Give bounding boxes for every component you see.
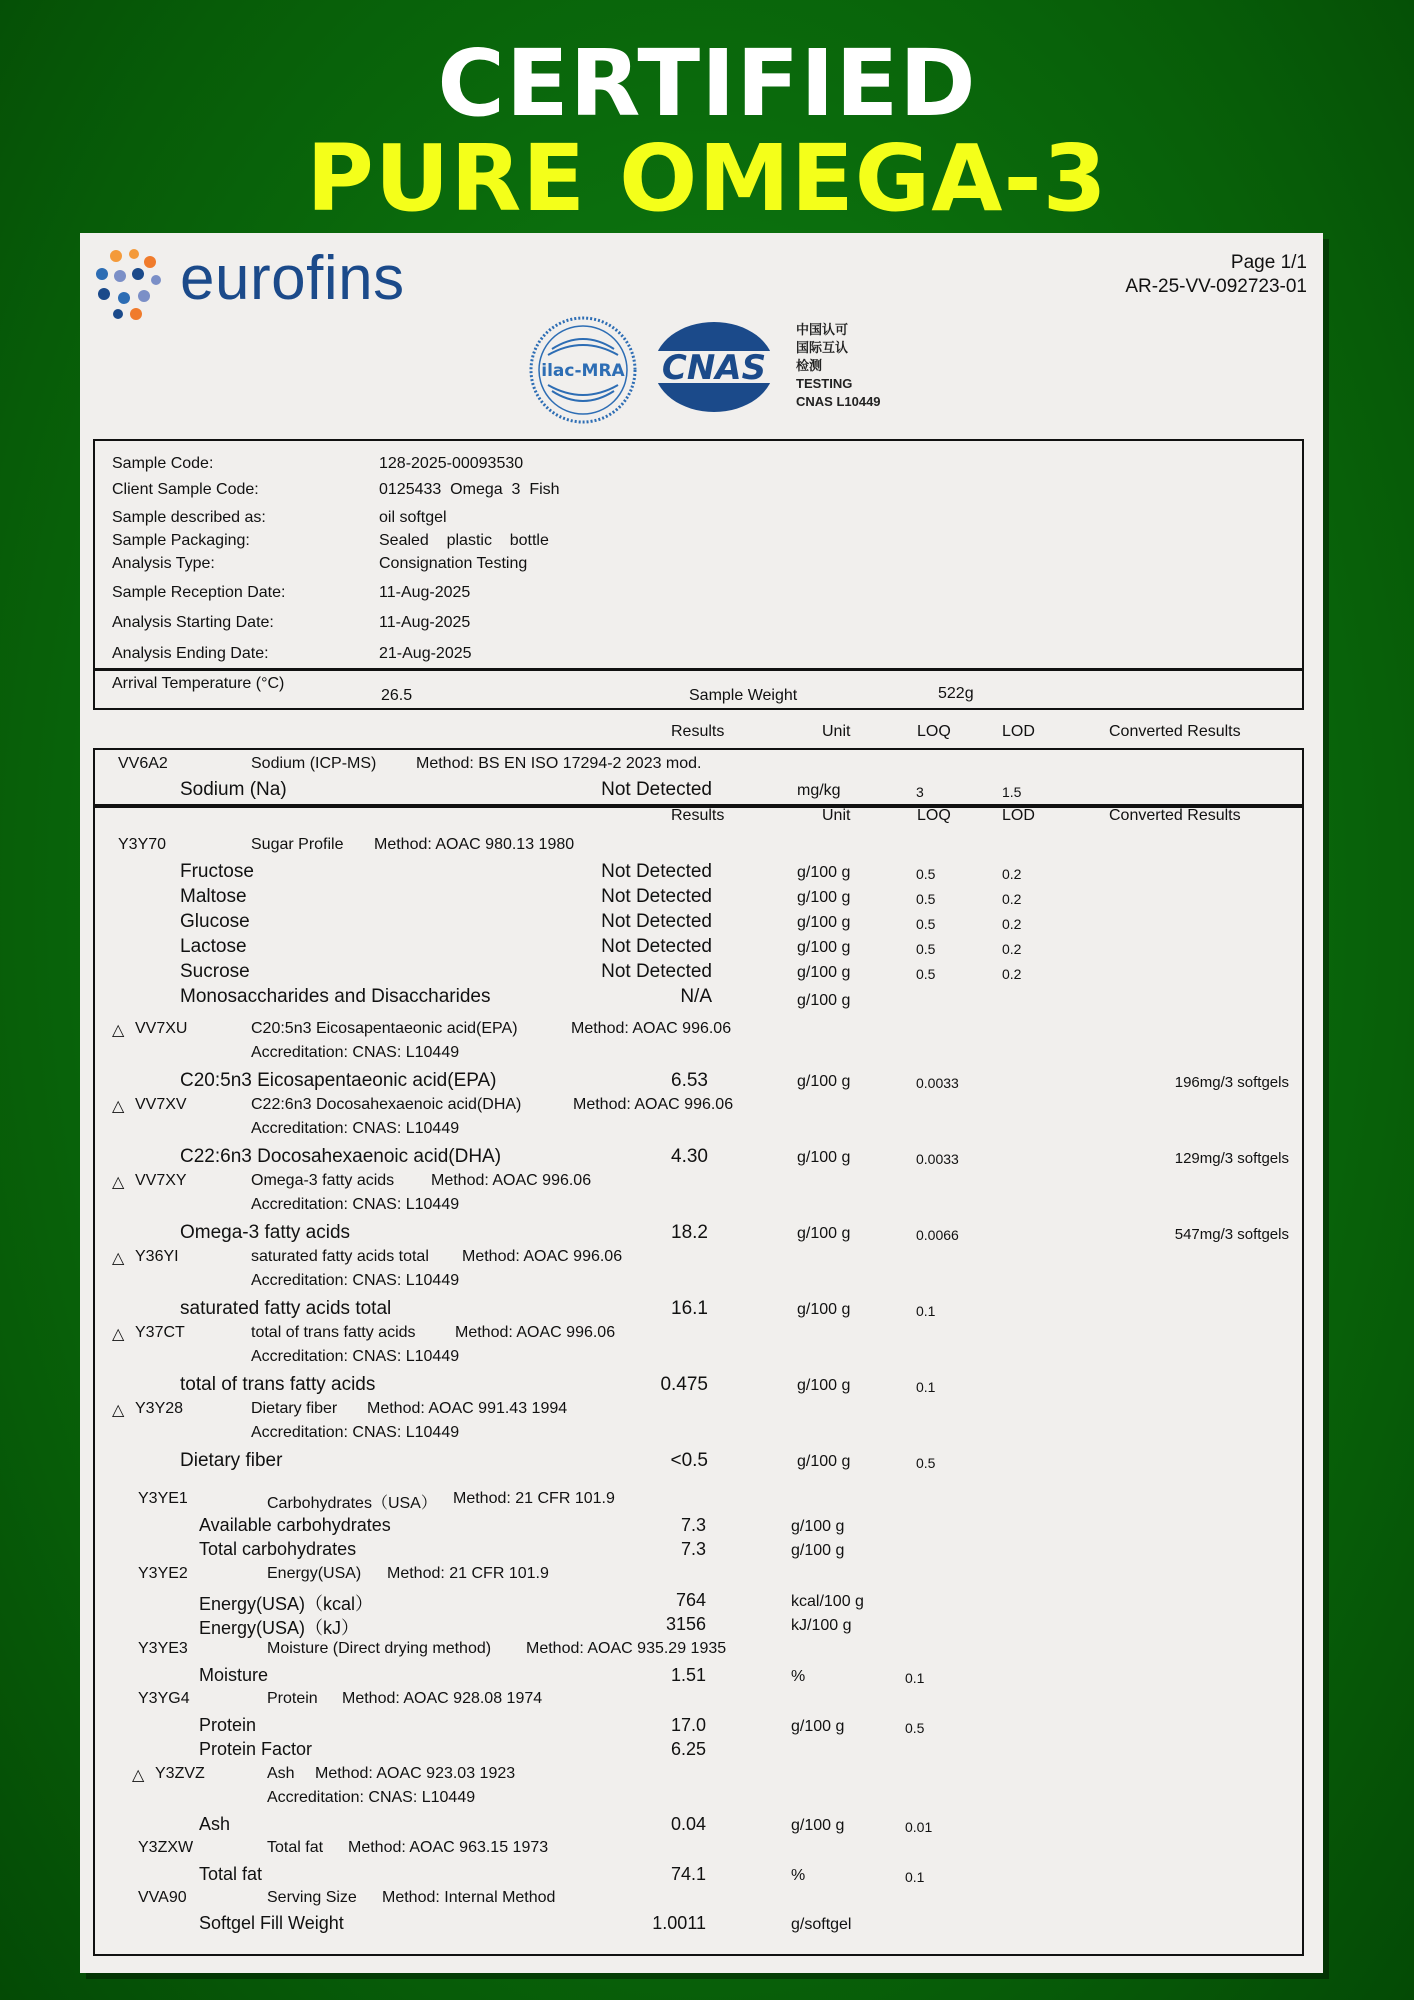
test-header xyxy=(80,755,1323,777)
result-row xyxy=(80,1665,1323,1687)
cell-text: g/softgel xyxy=(791,1916,852,1933)
cell-text: 0125433 Omega 3 Fish xyxy=(379,481,560,498)
test-header xyxy=(80,1096,1323,1118)
cell-text: Omega-3 fatty acids xyxy=(180,1222,351,1243)
cell-text: g/100 g xyxy=(797,1377,851,1394)
result-row xyxy=(80,961,1323,983)
cell-text: <0.5 xyxy=(670,1450,708,1471)
cell-text: 0.5 xyxy=(916,916,936,932)
cell-text: 0.475 xyxy=(660,1374,708,1395)
cell-text: saturated fatty acids total xyxy=(251,1248,429,1265)
cell-text: Y3ZVZ xyxy=(155,1765,205,1782)
result-row xyxy=(80,1515,1323,1537)
test-header xyxy=(80,836,1323,858)
cell-text: VV7XY xyxy=(135,1172,187,1189)
cell-text: Energy(USA)（kcal） xyxy=(199,1594,374,1614)
cell-text: VV7XV xyxy=(135,1096,187,1113)
cell-text: Sample Reception Date: xyxy=(112,584,286,601)
cell-text: Results xyxy=(671,723,725,740)
cell-text: Total fat xyxy=(199,1864,263,1884)
cell-text: Y3YE2 xyxy=(138,1565,188,1582)
result-row xyxy=(80,1298,1323,1320)
result-row xyxy=(80,1864,1323,1886)
info-row xyxy=(80,481,1323,503)
cell-text: 196mg/3 softgels xyxy=(1174,1074,1289,1091)
cell-text: Available carbohydrates xyxy=(199,1515,391,1535)
cnas-logo-icon xyxy=(651,319,777,415)
cell-text: Not Detected xyxy=(601,861,712,882)
cell-text: 26.5 xyxy=(381,687,413,704)
test-header xyxy=(80,1400,1323,1422)
cell-text: g/100 g xyxy=(797,1149,851,1166)
cell-text: 129mg/3 softgels xyxy=(1174,1150,1289,1167)
result-row xyxy=(80,861,1323,883)
cell-text: Protein xyxy=(267,1690,318,1707)
cell-text: g/100 g xyxy=(797,992,851,1009)
cell-text: Sucrose xyxy=(180,961,250,982)
cell-text: 11-Aug-2025 xyxy=(379,614,471,631)
cell-text: Analysis Type: xyxy=(112,555,215,572)
cell-text: Softgel Fill Weight xyxy=(199,1913,344,1933)
page-number: Page 1/1 xyxy=(1230,252,1307,273)
cell-text: Lactose xyxy=(180,936,247,957)
cnas-line: 中国认可 xyxy=(796,322,849,337)
cell-text: Sample Packaging: xyxy=(112,532,250,549)
cell-text: Method: 21 CFR 101.9 xyxy=(387,1565,549,1582)
cell-text: oil softgel xyxy=(379,509,447,526)
result-row xyxy=(80,886,1323,908)
test-header xyxy=(80,1765,1323,1787)
test-header xyxy=(80,1324,1323,1346)
column-headers xyxy=(80,723,1323,745)
cell-text: Client Sample Code: xyxy=(112,481,259,498)
cell-text: Sugar Profile xyxy=(251,836,344,853)
cell-text: 1.0011 xyxy=(652,1913,706,1933)
triangle-icon: △ xyxy=(112,1098,125,1115)
cnas-line: TESTING xyxy=(796,376,853,391)
cell-text: Method: AOAC 996.06 xyxy=(431,1172,592,1189)
cell-text: Sample Code: xyxy=(112,455,214,472)
result-row xyxy=(80,779,1323,801)
cell-text: g/100 g xyxy=(797,1453,851,1470)
test-header xyxy=(80,1020,1323,1042)
cell-text: Y36YI xyxy=(135,1248,179,1265)
cell-text: Unit xyxy=(822,807,851,824)
cell-text: 0.0066 xyxy=(916,1227,959,1243)
cell-text: Method: AOAC 980.13 1980 xyxy=(374,836,575,853)
report-number: AR-25-VV-092723-01 xyxy=(1125,276,1307,297)
cnas-accreditation-text xyxy=(796,321,881,411)
ilac-text: ilac-MRA xyxy=(541,361,625,381)
cell-text: Sample Weight xyxy=(689,687,798,704)
cell-text: Method: AOAC 935.29 1935 xyxy=(526,1640,727,1657)
cell-text: 1.51 xyxy=(670,1665,706,1685)
arrival-row xyxy=(80,675,1323,704)
test-header xyxy=(80,1640,1323,1662)
cell-text: Dietary fiber xyxy=(180,1450,283,1471)
cell-text: 0.1 xyxy=(916,1379,936,1395)
cell-text: 6.25 xyxy=(670,1739,706,1759)
cell-text: g/100 g xyxy=(797,1073,851,1090)
cell-text: Fructose xyxy=(180,861,254,882)
result-row xyxy=(80,1590,1323,1612)
cell-text: 0.04 xyxy=(670,1814,706,1834)
cell-text: % xyxy=(791,1668,806,1685)
info-row xyxy=(80,645,1323,667)
cell-text: 0.1 xyxy=(916,1303,936,1319)
cell-text: 0.5 xyxy=(916,966,936,982)
cell-text: Y3YG4 xyxy=(138,1690,190,1707)
cell-text: Method: AOAC 996.06 xyxy=(571,1020,732,1037)
cell-text: N/A xyxy=(680,986,712,1007)
accreditation-line xyxy=(80,1272,1323,1294)
cell-text: Arrival Temperature (°C) xyxy=(112,675,285,692)
cell-text: Converted Results xyxy=(1109,807,1241,824)
cell-text: LOD xyxy=(1002,807,1035,824)
cell-text: Analysis Ending Date: xyxy=(112,645,269,662)
cell-text: Method: Internal Method xyxy=(382,1889,556,1906)
cell-text: LOQ xyxy=(917,723,951,740)
test-header xyxy=(80,1172,1323,1194)
cell-text: Method: AOAC 996.06 xyxy=(455,1324,616,1341)
cell-text: 0.1 xyxy=(905,1670,925,1686)
cell-text: g/100 g xyxy=(791,1817,845,1834)
cell-text: 18.2 xyxy=(671,1222,708,1243)
cell-text: Accreditation: CNAS: L10449 xyxy=(251,1272,460,1289)
cell-text: Ash xyxy=(199,1814,231,1834)
info-row xyxy=(80,509,1323,531)
cell-text: Method: 21 CFR 101.9 xyxy=(453,1490,615,1507)
cell-text: 0.2 xyxy=(1002,966,1022,982)
result-row xyxy=(80,1450,1323,1472)
info-row xyxy=(80,532,1323,554)
cell-text: g/100 g xyxy=(797,889,851,906)
cell-text: Not Detected xyxy=(601,936,712,957)
cell-text: 7.3 xyxy=(680,1539,706,1559)
cnas-line: CNAS L10449 xyxy=(796,394,881,409)
cell-text: Accreditation: CNAS: L10449 xyxy=(267,1789,476,1806)
result-row xyxy=(80,1070,1323,1092)
cell-text: 0.2 xyxy=(1002,916,1022,932)
cell-text: Y3ZXW xyxy=(138,1839,194,1856)
cell-text: 0.2 xyxy=(1002,866,1022,882)
cell-text: Y3Y28 xyxy=(135,1400,184,1417)
cell-text: Method: BS EN ISO 17294-2 2023 mod. xyxy=(416,755,702,772)
triangle-icon: △ xyxy=(132,1767,145,1784)
cell-text: Method: AOAC 996.06 xyxy=(462,1248,623,1265)
result-row xyxy=(80,1913,1323,1935)
cell-text: Not Detected xyxy=(601,911,712,932)
cell-text: Sodium (Na) xyxy=(180,779,287,800)
cell-text: g/100 g xyxy=(791,1718,845,1735)
lab-report xyxy=(80,233,1323,1973)
cell-text: 74.1 xyxy=(670,1864,706,1884)
cell-text: 128-2025-00093530 xyxy=(379,455,524,472)
cell-text: Results xyxy=(671,807,725,824)
cell-text: Moisture (Direct drying method) xyxy=(267,1640,492,1657)
triangle-icon: △ xyxy=(112,1250,125,1267)
cell-text: 547mg/3 softgels xyxy=(1174,1226,1289,1243)
result-row xyxy=(80,1614,1323,1636)
cell-text: Unit xyxy=(822,723,851,740)
cell-text: Accreditation: CNAS: L10449 xyxy=(251,1348,460,1365)
test-header xyxy=(80,1565,1323,1587)
accreditation-line xyxy=(80,1120,1323,1142)
cell-text: C22:6n3 Docosahexaenoic acid(DHA) xyxy=(251,1096,522,1113)
cell-text: mg/kg xyxy=(797,782,841,799)
cell-text: Method: AOAC 928.08 1974 xyxy=(342,1690,543,1707)
cell-text: Y3YE1 xyxy=(138,1490,188,1507)
result-row xyxy=(80,986,1323,1008)
cell-text: Serving Size xyxy=(267,1889,357,1906)
cell-text: g/100 g xyxy=(797,939,851,956)
eurofins-logo-icon xyxy=(94,248,166,320)
info-row xyxy=(80,455,1323,477)
banner-subtitle: PURE OMEGA-3 xyxy=(306,125,1108,232)
test-header xyxy=(80,1889,1323,1911)
cell-text: Glucose xyxy=(180,911,250,932)
result-row xyxy=(80,1739,1323,1761)
cell-text: 3156 xyxy=(665,1614,706,1634)
cell-text: Y3YE3 xyxy=(138,1640,188,1657)
cell-text: C20:5n3 Eicosapentaeonic acid(EPA) xyxy=(180,1070,497,1091)
cell-text: saturated fatty acids total xyxy=(180,1298,392,1319)
cell-text: Sample described as: xyxy=(112,509,266,526)
cell-text: 1.5 xyxy=(1002,784,1022,800)
cnas-line: 检测 xyxy=(796,358,823,373)
cell-text: 0.5 xyxy=(916,1455,936,1471)
result-row xyxy=(80,1146,1323,1168)
result-row xyxy=(80,1539,1323,1561)
banner-title: CERTIFIED xyxy=(437,30,977,137)
result-row xyxy=(80,1715,1323,1737)
cell-text: g/100 g xyxy=(791,1542,845,1559)
test-header xyxy=(80,1248,1323,1270)
cell-text: Method: AOAC 923.03 1923 xyxy=(315,1765,516,1782)
cell-text: Accreditation: CNAS: L10449 xyxy=(251,1424,460,1441)
cell-text: 16.1 xyxy=(671,1298,708,1319)
accreditation-line xyxy=(80,1044,1323,1066)
result-row xyxy=(80,936,1323,958)
cell-text: Not Detected xyxy=(601,886,712,907)
cell-text: Maltose xyxy=(180,886,247,907)
cell-text: C20:5n3 Eicosapentaeonic acid(EPA) xyxy=(251,1020,518,1037)
cell-text: Sealed plastic bottle xyxy=(379,532,549,549)
eurofins-wordmark: eurofins xyxy=(180,244,405,313)
cell-text: Protein Factor xyxy=(199,1739,313,1759)
result-row xyxy=(80,911,1323,933)
cell-text: Energy(USA) xyxy=(267,1565,362,1582)
cell-text: Monosaccharides and Disaccharides xyxy=(180,986,491,1007)
cell-text: Omega-3 fatty acids xyxy=(251,1172,395,1189)
cell-text: Analysis Starting Date: xyxy=(112,614,274,631)
cell-text: Moisture xyxy=(199,1665,269,1685)
cell-text: 11-Aug-2025 xyxy=(379,584,471,601)
cell-text: Carbohydrates（USA） xyxy=(267,1495,437,1512)
triangle-icon: △ xyxy=(112,1326,125,1343)
cell-text: Not Detected xyxy=(601,961,712,982)
cell-text: 6.53 xyxy=(671,1070,708,1091)
cell-text: Protein xyxy=(199,1715,257,1735)
accreditation-line xyxy=(80,1196,1323,1218)
column-headers xyxy=(80,807,1323,829)
cell-text: Method: AOAC 996.06 xyxy=(573,1096,734,1113)
test-header xyxy=(80,1490,1323,1512)
cell-text: Accreditation: CNAS: L10449 xyxy=(251,1044,460,1061)
cell-text: 17.0 xyxy=(670,1715,706,1735)
cell-text: % xyxy=(791,1867,806,1884)
accreditation-line xyxy=(80,1424,1323,1446)
cell-text: LOQ xyxy=(917,807,951,824)
cell-text: total of trans fatty acids xyxy=(251,1324,416,1341)
cell-text: 7.3 xyxy=(680,1515,706,1535)
cell-text: Method: AOAC 963.15 1973 xyxy=(348,1839,549,1856)
cnas-line: 国际互认 xyxy=(796,340,849,355)
cell-text: g/100 g xyxy=(797,914,851,931)
test-header xyxy=(80,1690,1323,1712)
cell-text: 764 xyxy=(675,1590,706,1610)
cell-text: Total fat xyxy=(267,1839,324,1856)
result-row xyxy=(80,1814,1323,1836)
page-info xyxy=(1125,251,1307,299)
info-row xyxy=(80,584,1323,606)
cell-text: 21-Aug-2025 xyxy=(379,645,472,662)
cell-text: 0.2 xyxy=(1002,941,1022,957)
cell-text: g/100 g xyxy=(791,1518,845,1535)
triangle-icon: △ xyxy=(112,1174,125,1191)
triangle-icon: △ xyxy=(112,1402,125,1419)
cell-text: 0.01 xyxy=(905,1819,933,1835)
cell-text: 0.0033 xyxy=(916,1075,959,1091)
cell-text: 522g xyxy=(938,685,974,702)
cnas-text: CNAS xyxy=(661,348,767,388)
cell-text: 0.2 xyxy=(1002,891,1022,907)
cell-text: kcal/100 g xyxy=(791,1593,864,1610)
cell-text: Method: AOAC 991.43 1994 xyxy=(367,1400,568,1417)
ilac-mra-seal-icon xyxy=(528,315,638,425)
cell-text: Consignation Testing xyxy=(379,555,528,572)
cell-text: total of trans fatty acids xyxy=(180,1374,376,1395)
cell-text: Ash xyxy=(267,1765,295,1782)
accreditation-line xyxy=(80,1348,1323,1370)
cell-text: 0.5 xyxy=(916,941,936,957)
triangle-icon: △ xyxy=(112,1022,125,1039)
cell-text: 0.5 xyxy=(905,1720,925,1736)
cell-text: 0.0033 xyxy=(916,1151,959,1167)
cell-text: g/100 g xyxy=(797,1301,851,1318)
cell-text: Sodium (ICP-MS) xyxy=(251,755,377,772)
cell-text: Accreditation: CNAS: L10449 xyxy=(251,1196,460,1213)
info-row xyxy=(80,614,1323,636)
cell-text: Not Detected xyxy=(601,779,712,800)
info-row xyxy=(80,555,1323,577)
result-row xyxy=(80,1222,1323,1244)
cell-text: Y37CT xyxy=(135,1324,185,1341)
cell-text: Accreditation: CNAS: L10449 xyxy=(251,1120,460,1137)
cell-text: 4.30 xyxy=(671,1146,708,1167)
cell-text: 3 xyxy=(916,784,924,800)
cell-text: VVA90 xyxy=(138,1889,187,1906)
cell-text: g/100 g xyxy=(797,1225,851,1242)
cell-text: g/100 g xyxy=(797,964,851,981)
cell-text: Energy(USA)（kJ） xyxy=(199,1618,360,1638)
cell-text: g/100 g xyxy=(797,864,851,881)
cell-text: VV6A2 xyxy=(118,755,168,772)
cell-text: 0.5 xyxy=(916,891,936,907)
test-header xyxy=(80,1839,1323,1861)
cell-text: Y3Y70 xyxy=(118,836,167,853)
result-row xyxy=(80,1374,1323,1396)
accreditation-line xyxy=(80,1789,1323,1811)
cell-text: Dietary fiber xyxy=(251,1400,338,1417)
cell-text: LOD xyxy=(1002,723,1035,740)
cell-text: VV7XU xyxy=(135,1020,188,1037)
cell-text: C22:6n3 Docosahexaenoic acid(DHA) xyxy=(180,1146,502,1167)
cell-text: 0.1 xyxy=(905,1869,925,1885)
cell-text: Total carbohydrates xyxy=(199,1539,357,1559)
cell-text: kJ/100 g xyxy=(791,1617,852,1634)
cell-text: 0.5 xyxy=(916,866,936,882)
cell-text: Converted Results xyxy=(1109,723,1241,740)
